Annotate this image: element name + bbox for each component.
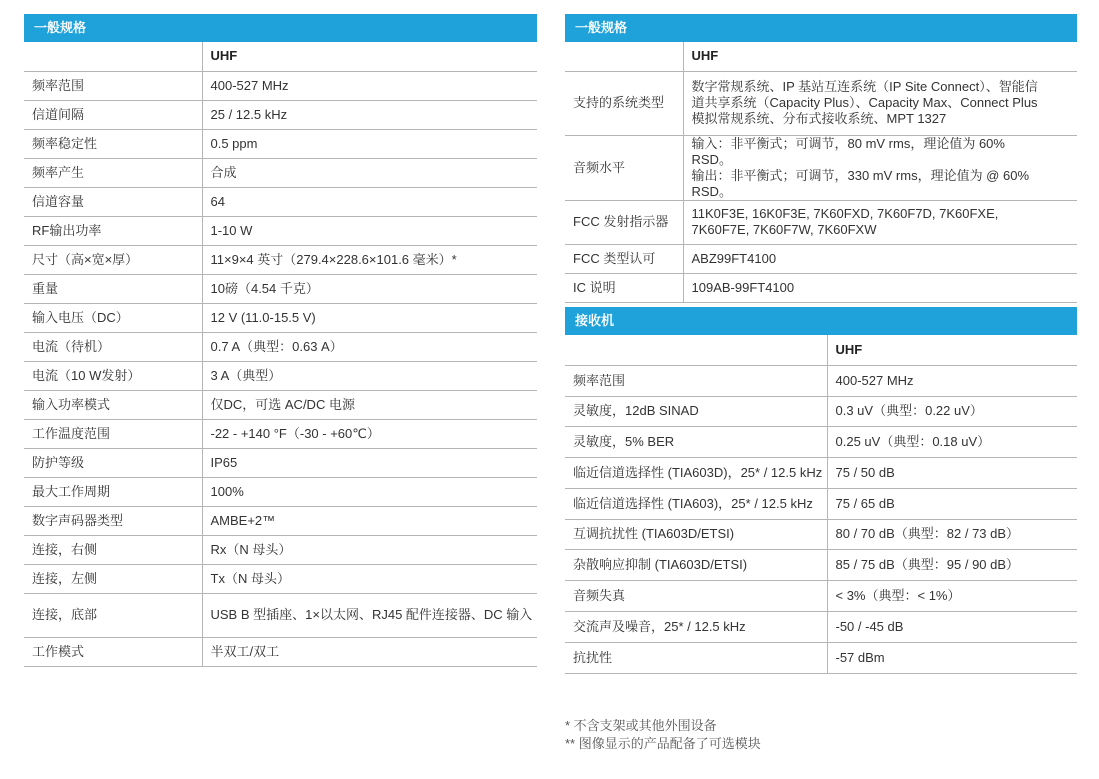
band-label: UHF bbox=[683, 42, 1077, 71]
spec-label: 临近信道选择性 (TIA603D)，25* / 12.5 kHz bbox=[565, 457, 827, 488]
spec-value: -57 dBm bbox=[827, 642, 1077, 673]
spec-label: 电流（10 W发射） bbox=[24, 361, 202, 390]
spec-row bbox=[24, 390, 537, 419]
spec-label: 频率产生 bbox=[24, 158, 202, 187]
spec-value: ABZ99FT4100 bbox=[683, 244, 1077, 273]
spec-row bbox=[565, 642, 1077, 673]
spec-row bbox=[24, 564, 537, 593]
footnotes bbox=[565, 717, 761, 753]
band-label: UHF bbox=[202, 42, 537, 71]
spec-row bbox=[24, 158, 537, 187]
spec-value: 25 / 12.5 kHz bbox=[202, 100, 537, 129]
spec-value: 0.25 uV（典型：0.18 uV） bbox=[827, 426, 1077, 457]
spec-row bbox=[24, 274, 537, 303]
spec-value: 输入：非平衡式；可调节，80 mV rms，理论值为 60% RSD。 输出：非平衡式；可调节，330 mV rms，理论值为 @ 60% RSD。 bbox=[683, 135, 1077, 200]
spec-row bbox=[24, 477, 537, 506]
section-header: 一般规格 bbox=[24, 14, 537, 42]
spec-label: 最大工作周期 bbox=[24, 477, 202, 506]
spec-value: 10磅（4.54 千克） bbox=[202, 274, 537, 303]
spec-table bbox=[24, 42, 537, 667]
spec-value: 3 A（典型） bbox=[202, 361, 537, 390]
spec-value: 75 / 65 dB bbox=[827, 488, 1077, 519]
spec-row bbox=[565, 488, 1077, 519]
spec-label: 临近信道选择性 (TIA603)，25* / 12.5 kHz bbox=[565, 488, 827, 519]
spec-label: 频率稳定性 bbox=[24, 129, 202, 158]
spec-value: 0.7 A（典型：0.63 A） bbox=[202, 332, 537, 361]
spec-label: 电流（待机） bbox=[24, 332, 202, 361]
subheader-row bbox=[565, 335, 1077, 365]
spec-label: 工作温度范围 bbox=[24, 419, 202, 448]
spec-value: 半双工/双工 bbox=[202, 637, 537, 666]
spec-value: 0.5 ppm bbox=[202, 129, 537, 158]
spec-row bbox=[565, 71, 1077, 135]
spec-row bbox=[565, 200, 1077, 244]
spec-value: AMBE+2™ bbox=[202, 506, 537, 535]
spec-label: 杂散响应抑制 (TIA603D/ETSI) bbox=[565, 549, 827, 580]
spec-label: 输入功率模式 bbox=[24, 390, 202, 419]
spec-value: 64 bbox=[202, 187, 537, 216]
section-header: 接收机 bbox=[565, 307, 1077, 335]
band-label: UHF bbox=[827, 335, 1077, 365]
spec-row bbox=[24, 506, 537, 535]
spec-row bbox=[565, 457, 1077, 488]
spec-row bbox=[565, 365, 1077, 396]
spec-row bbox=[24, 100, 537, 129]
spec-label: 频率范围 bbox=[24, 71, 202, 100]
spec-label: 数字声码器类型 bbox=[24, 506, 202, 535]
spec-label: 信道间隔 bbox=[24, 100, 202, 129]
subheader-row bbox=[24, 42, 537, 71]
spec-label: 连接，左侧 bbox=[24, 564, 202, 593]
spec-label: 连接，右侧 bbox=[24, 535, 202, 564]
spec-label: 防护等级 bbox=[24, 448, 202, 477]
spec-value: 数字常规系统、IP 基站互连系统（IP Site Connect）、智能信道共享系统（Capacity Plus）、Capacity Max、Connect Plus 模拟常规系统、分布式接收系统、MPT 1327 bbox=[683, 71, 1077, 135]
spec-value: IP65 bbox=[202, 448, 537, 477]
spec-value: 100% bbox=[202, 477, 537, 506]
spec-row bbox=[565, 611, 1077, 642]
footnote: ** 图像显示的产品配备了可选模块 bbox=[565, 736, 761, 751]
spec-value: 85 / 75 dB（典型：95 / 90 dB） bbox=[827, 549, 1077, 580]
right-general-panel bbox=[565, 14, 1077, 303]
spec-row bbox=[565, 580, 1077, 611]
spec-row bbox=[24, 419, 537, 448]
spec-value: Rx（N 母头） bbox=[202, 535, 537, 564]
spec-value: 80 / 70 dB（典型：82 / 73 dB） bbox=[827, 519, 1077, 549]
subheader-row bbox=[565, 42, 1077, 71]
spec-value: 合成 bbox=[202, 158, 537, 187]
spec-value: 0.3 uV（典型：0.22 uV） bbox=[827, 396, 1077, 426]
spec-label: 互调抗扰性 (TIA603D/ETSI) bbox=[565, 519, 827, 549]
spec-value: 12 V (11.0-15.5 V) bbox=[202, 303, 537, 332]
spec-table bbox=[565, 42, 1077, 303]
spec-value: 109AB-99FT4100 bbox=[683, 273, 1077, 302]
spec-label: 输入电压（DC） bbox=[24, 303, 202, 332]
spec-row bbox=[24, 535, 537, 564]
spec-label: RF输出功率 bbox=[24, 216, 202, 245]
spec-value: 400-527 MHz bbox=[202, 71, 537, 100]
spec-value: 仅DC，可选 AC/DC 电源 bbox=[202, 390, 537, 419]
spec-row bbox=[24, 361, 537, 390]
spec-label: 频率范围 bbox=[565, 365, 827, 396]
spec-label: 尺寸（高×宽×厚） bbox=[24, 245, 202, 274]
spec-label: 灵敏度，12dB SINAD bbox=[565, 396, 827, 426]
spec-row bbox=[24, 187, 537, 216]
spec-row bbox=[24, 129, 537, 158]
receiver-panel bbox=[565, 307, 1077, 674]
spec-row bbox=[24, 637, 537, 666]
spec-row bbox=[24, 448, 537, 477]
spec-label: 音频水平 bbox=[565, 135, 683, 200]
spec-row bbox=[565, 273, 1077, 302]
spec-table bbox=[565, 335, 1077, 674]
spec-label: 工作模式 bbox=[24, 637, 202, 666]
spec-row bbox=[565, 135, 1077, 200]
spec-value: 11K0F3E, 16K0F3E, 7K60FXD, 7K60F7D, 7K60FXE, 7K60F7E, 7K60F7W, 7K60FXW bbox=[683, 200, 1077, 244]
spec-value: -22 - +140 °F（-30 - +60℃） bbox=[202, 419, 537, 448]
spec-label: IC 说明 bbox=[565, 273, 683, 302]
spec-label: 交流声及噪音，25* / 12.5 kHz bbox=[565, 611, 827, 642]
spec-label: FCC 类型认可 bbox=[565, 244, 683, 273]
left-spec-panel bbox=[24, 14, 537, 667]
spec-row bbox=[24, 332, 537, 361]
spec-label: 连接，底部 bbox=[24, 593, 202, 637]
spec-value: 1-10 W bbox=[202, 216, 537, 245]
spec-value: 400-527 MHz bbox=[827, 365, 1077, 396]
spec-value: < 3%（典型：< 1%） bbox=[827, 580, 1077, 611]
spec-value: Tx（N 母头） bbox=[202, 564, 537, 593]
spec-row bbox=[565, 396, 1077, 426]
spec-label: FCC 发射指示器 bbox=[565, 200, 683, 244]
footnote: * 不含支架或其他外围设备 bbox=[565, 718, 717, 733]
spec-label: 重量 bbox=[24, 274, 202, 303]
spec-row bbox=[24, 303, 537, 332]
spec-row bbox=[565, 244, 1077, 273]
spec-value: 75 / 50 dB bbox=[827, 457, 1077, 488]
spec-value: USB B 型插座、1×以太网、RJ45 配件连接器、DC 输入 bbox=[202, 593, 537, 637]
spec-label: 支持的系统类型 bbox=[565, 71, 683, 135]
spec-row bbox=[565, 549, 1077, 580]
spec-row bbox=[24, 216, 537, 245]
spec-row bbox=[24, 71, 537, 100]
spec-label: 音频失真 bbox=[565, 580, 827, 611]
spec-row bbox=[565, 519, 1077, 549]
spec-label: 灵敏度，5% BER bbox=[565, 426, 827, 457]
spec-label: 信道容量 bbox=[24, 187, 202, 216]
spec-value: 11×9×4 英寸（279.4×228.6×101.6 毫米）* bbox=[202, 245, 537, 274]
spec-value: -50 / -45 dB bbox=[827, 611, 1077, 642]
spec-row bbox=[24, 593, 537, 637]
section-header: 一般规格 bbox=[565, 14, 1077, 42]
spec-label: 抗扰性 bbox=[565, 642, 827, 673]
spec-row bbox=[24, 245, 537, 274]
spec-row bbox=[565, 426, 1077, 457]
